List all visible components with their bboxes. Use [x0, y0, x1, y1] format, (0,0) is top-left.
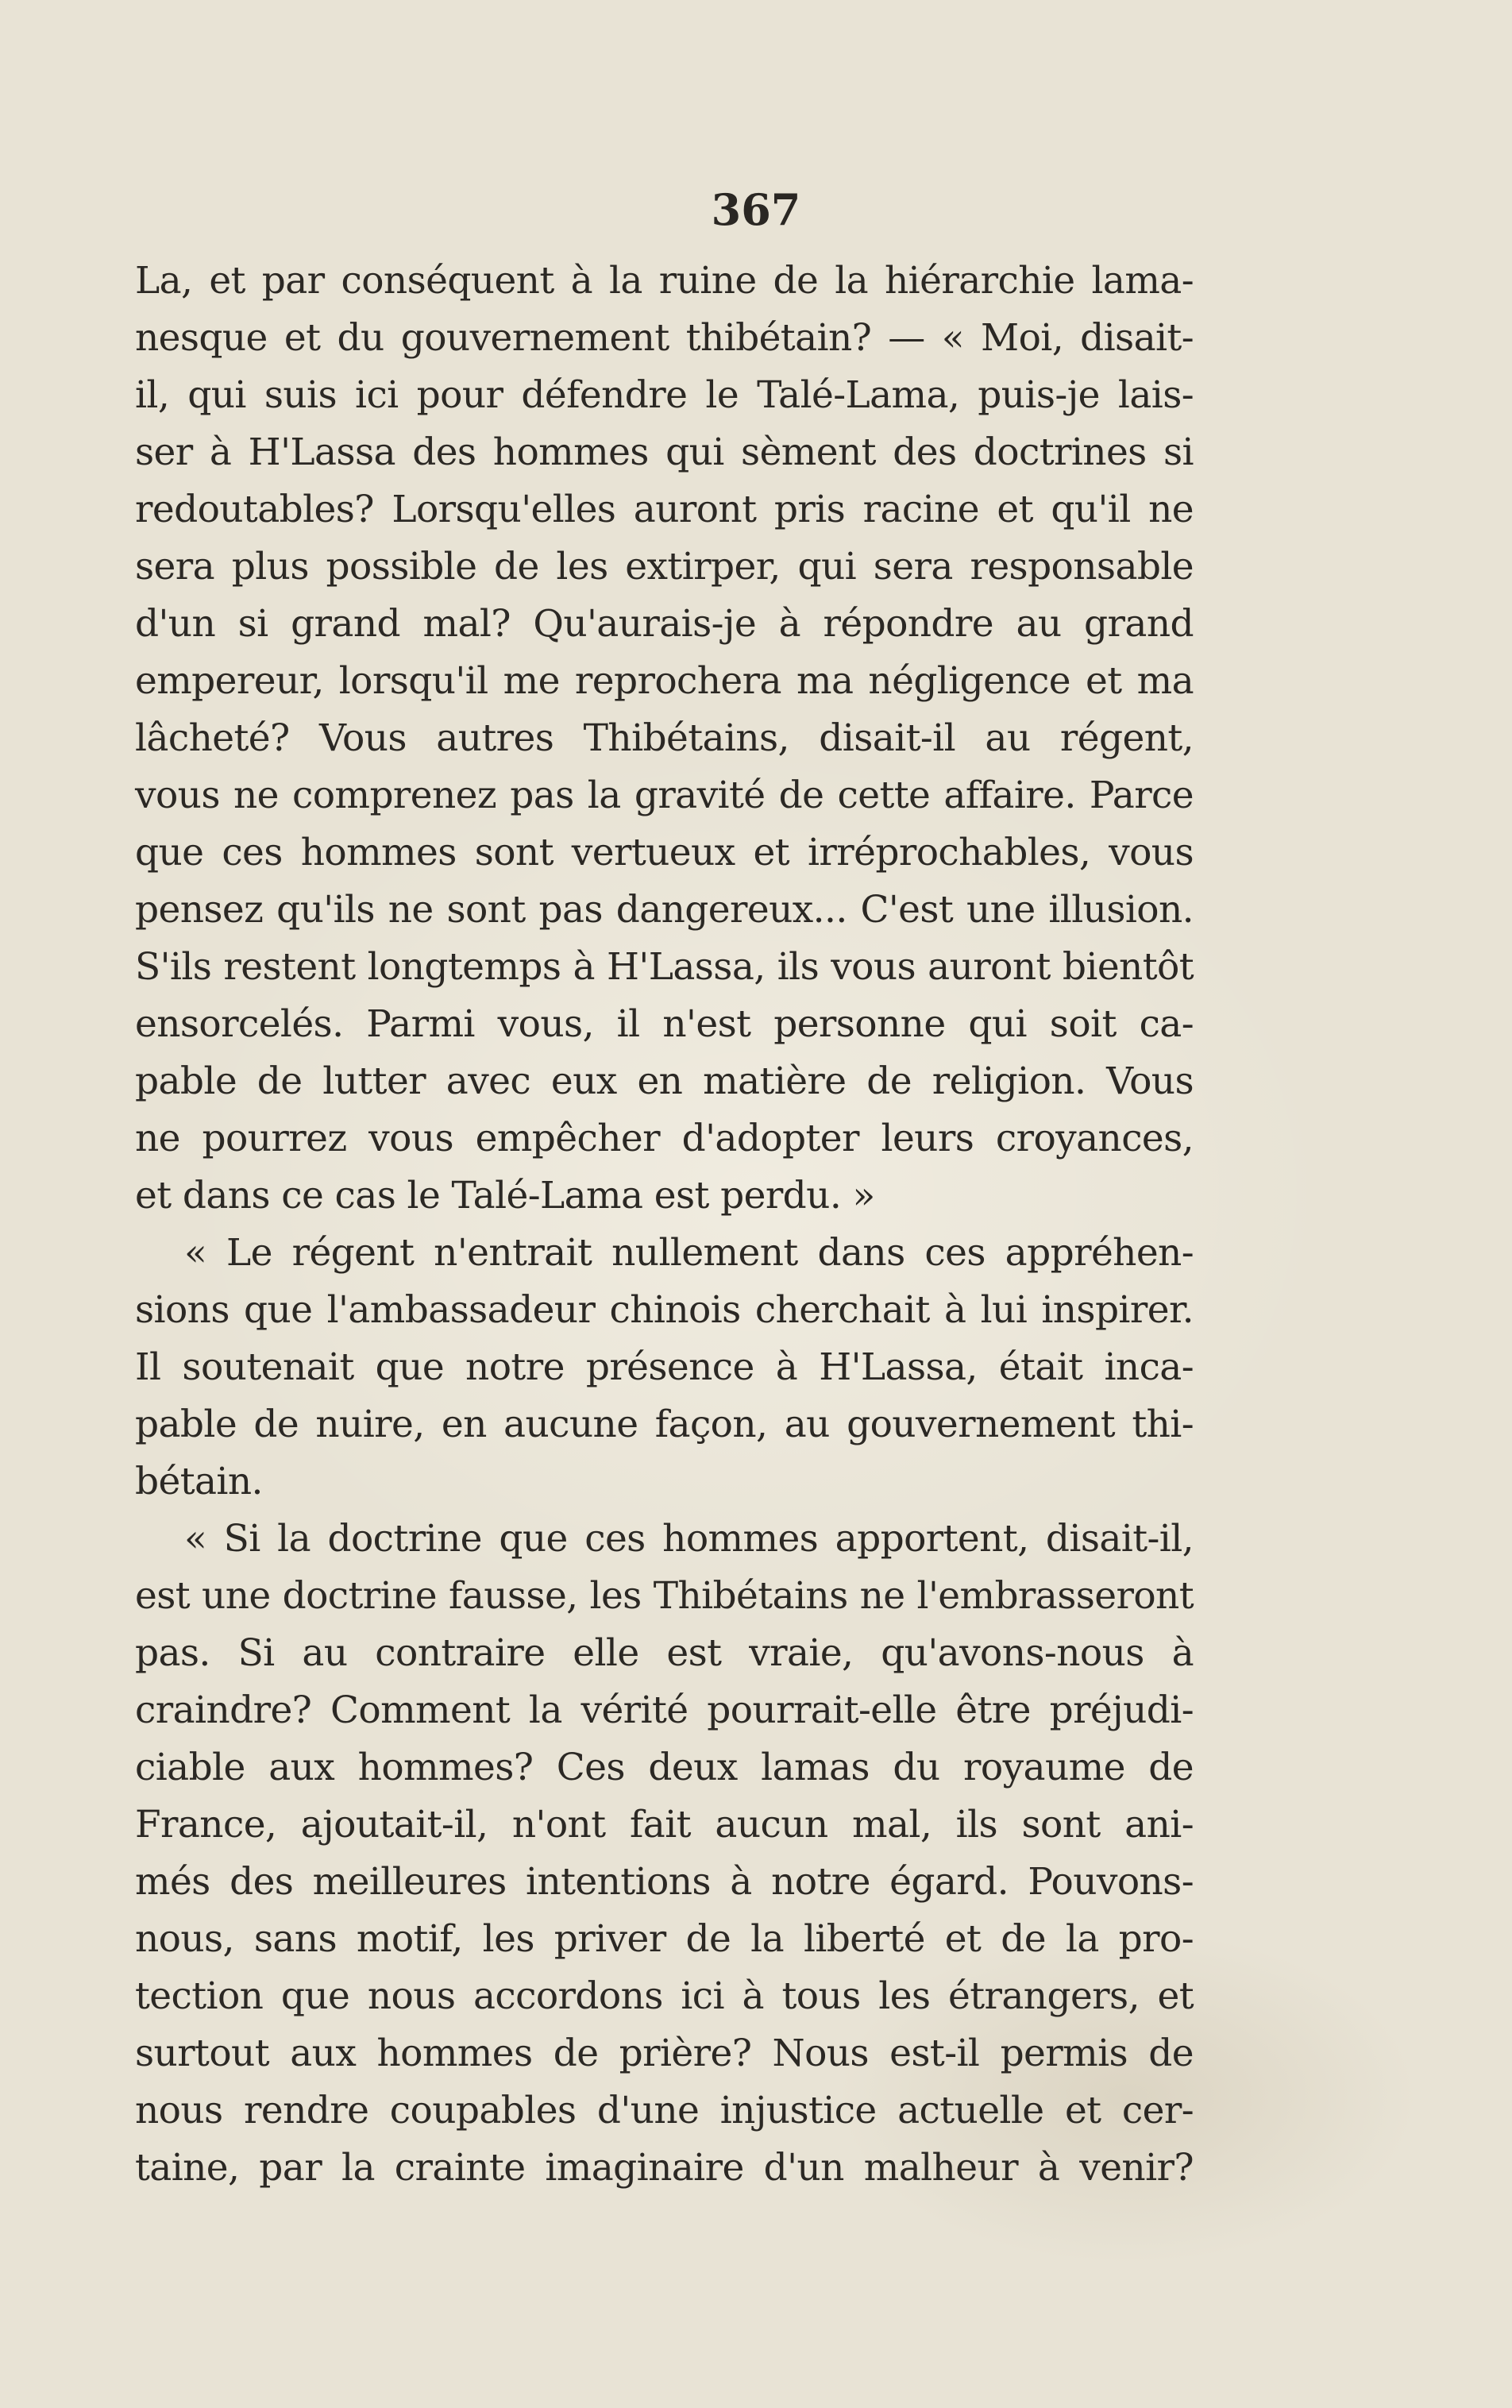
text-line: pable de nuire, en aucune façon, au gouvernement thi- — [135, 1403, 1194, 1446]
text-line: nous rendre coupables d'une injustice actuelle et cer- — [135, 2089, 1194, 2132]
text-line: pensez qu'ils ne sont pas dangereux... C'est une illusion. — [135, 888, 1194, 932]
text-line: nesque et du gouvernement thibétain? — « Moi, disait- — [135, 316, 1194, 360]
text-line: tection que nous accordons ici à tous les étrangers, et — [135, 1974, 1194, 2018]
text-line: sions que l'ambassadeur chinois cherchait à lui inspirer. — [135, 1288, 1194, 1332]
text-line: La, et par conséquent à la ruine de la hiérarchie lama- — [135, 259, 1194, 303]
text-line: empereur, lorsqu'il me reprochera ma négligence et ma — [135, 659, 1194, 703]
text-line: taine, par la crainte imaginaire d'un malheur à venir? — [135, 2146, 1194, 2190]
text-line: redoutables? Lorsqu'elles auront pris racine et qu'il ne — [135, 488, 1194, 531]
text-line: et dans ce cas le Talé-Lama est perdu. » — [135, 1174, 875, 1218]
text-line: d'un si grand mal? Qu'aurais-je à répondre au grand — [135, 602, 1194, 646]
text-line: lâcheté? Vous autres Thibétains, disait-il au régent, — [135, 716, 1194, 760]
text-line: « Si la doctrine que ces hommes apportent, disait-il, — [184, 1517, 1194, 1561]
text-line: France, ajoutait-il, n'ont fait aucun mal, ils sont ani- — [135, 1803, 1194, 1847]
text-line: surtout aux hommes de prière? Nous est-il permis de — [135, 2032, 1194, 2075]
text-line: bétain. — [135, 1460, 263, 1503]
text-line: més des meilleures intentions à notre égard. Pouvons- — [135, 1860, 1194, 1904]
body-text — [135, 253, 1194, 2197]
text-line: Il soutenait que notre présence à H'Lassa, était inca- — [135, 1345, 1194, 1389]
text-line: « Le régent n'entrait nullement dans ces appréhen- — [184, 1231, 1194, 1275]
text-line: pas. Si au contraire elle est vraie, qu'avons-nous à — [135, 1631, 1194, 1675]
text-line: vous ne comprenez pas la gravité de cette affaire. Parce — [135, 774, 1194, 817]
text-line: ne pourrez vous empêcher d'adopter leurs croyances, — [135, 1117, 1194, 1160]
text-line: ensorcelés. Parmi vous, il n'est personne qui soit ca- — [135, 1002, 1194, 1046]
text-line: ciable aux hommes? Ces deux lamas du royaume de — [135, 1746, 1194, 1789]
text-line: est une doctrine fausse, les Thibétains ne l'embrasseront — [135, 1574, 1194, 1618]
text-line: nous, sans motif, les priver de la liberté et de la pro- — [135, 1917, 1194, 1961]
page-number: 367 — [711, 184, 801, 235]
text-line: pable de lutter avec eux en matière de religion. Vous — [135, 1059, 1194, 1103]
text-line: S'ils restent longtemps à H'Lassa, ils vous auront bientôt — [135, 945, 1194, 989]
text-line: sera plus possible de les extirper, qui sera responsable — [135, 545, 1194, 588]
text-line: il, qui suis ici pour défendre le Talé-Lama, puis-je lais- — [135, 373, 1194, 417]
text-line: ser à H'Lassa des hommes qui sèment des doctrines si — [135, 430, 1194, 474]
text-line: craindre? Comment la vérité pourrait-elle être préjudi- — [135, 1688, 1194, 1732]
text-line: que ces hommes sont vertueux et irréprochables, vous — [135, 831, 1194, 874]
